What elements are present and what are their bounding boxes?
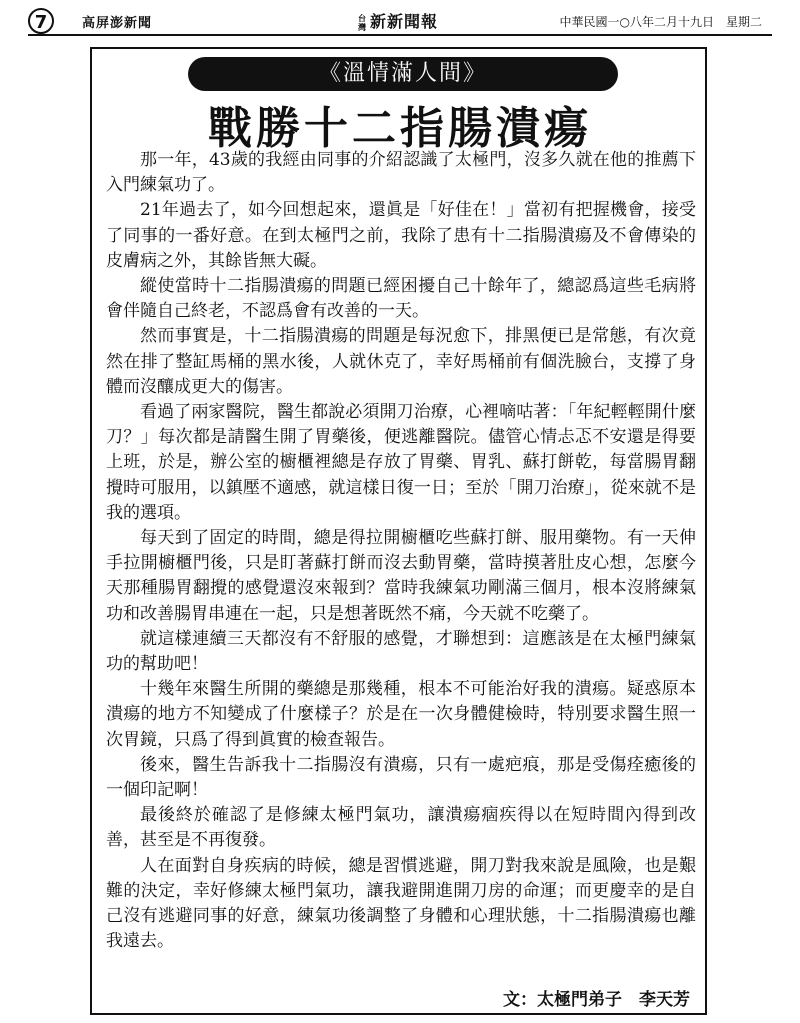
paragraph-3: 縱使當時十二指腸潰瘍的問題已經困擾自己十餘年了，總認爲這些毛病將會伴隨自己終老，不認爲會有改善的一天。 (106, 276, 696, 322)
page-number: 7 (28, 8, 54, 34)
paragraph-4: 然而事實是，十二指腸潰瘍的問題是每況愈下，排黑便已是常態，有次竟然在排了整缸馬桶的黑水後，人就休克了，幸好馬桶前有個洗臉台，支撐了身體而沒釀成更大的傷害。 (106, 326, 696, 397)
issue-date: 中華民國一○八年二月十九日 星期二 (559, 15, 762, 29)
paragraph-2: 21年過去了，如今回想起來，還眞是「好佳在！」當初有把握機會，接受了同事的一番好意。在到太極門之前，我除了患有十二指腸潰瘍及不會傳染的皮膚病之外，其餘皆無大礙。 (106, 200, 696, 271)
author-byline: 文：太極門弟子 李天芳 (503, 990, 690, 1010)
paragraph-9: 後來，醫生告訴我十二指腸沒有潰瘍，只有一處疤痕，那是受傷痊癒後的一個印記啊！ (106, 754, 696, 801)
column-banner: 《溫情滿人間》 (188, 57, 618, 91)
paragraph-11: 人在面對自身疾病的時候，總是習慣逃避，開刀對我來說是風險，也是艱難的決定，幸好修練太極門氣功，讓我避開進開刀房的命運；而更慶幸的是自己沒有逃避同事的好意，練氣功後調整了身體和心理狀態，十二指腸潰瘍也離我遠去。 (106, 855, 696, 952)
paragraph-6: 每天到了固定的時間，總是得拉開櫥櫃吃些蘇打餅、服用藥物。有一天伸手拉開櫥櫃門後，只是盯著蘇打餅而沒去動胃藥，當時摸著肚皮心想，怎麼今天那種腸胃翻攪的感覺還沒來報到？當時我練氣功剛滿三個月，根本沒將練氣功和改善腸胃串連在一起，只是想著既然不痛，今天就不吃藥了。 (106, 528, 696, 624)
paragraph-1: 那一年，43歲的我經由同事的介紹認識了太極門，沒多久就在他的推薦下入門練氣功了。 (106, 150, 696, 196)
page-header (28, 8, 772, 36)
paragraph-5: 看過了兩家醫院，醫生都說必須開刀治療，心裡嘀咕著：「年紀輕輕開什麼刀？」每次都是請醫生開了胃藥後，便逃離醫院。儘管心情忐忑不安還是得要上班，於是，辦公室的櫥櫃裡總是存放了胃藥、胃乳、蘇打餅乾，每當腸胃翻攪時可服用，以鎮壓不適感，就這樣日復一日；至於「開刀治療」，從來就不是我的選項。 (106, 402, 696, 523)
paragraph-8: 十幾年來醫生所開的藥總是那幾種，根本不可能治好我的潰瘍。疑惑原本潰瘍的地方不知變成了什麼樣子？於是在一次身體健檢時，特別要求醫生照一次胃鏡，只爲了得到眞實的檢查報告。 (106, 679, 696, 750)
article-title: 戰勝十二指腸潰瘍 (208, 103, 592, 154)
paragraph-10: 最後終於確認了是修練太極門氣功，讓潰瘍痼疾得以在短時間內得到改善，甚至是不再復發。 (106, 805, 696, 851)
article-body (106, 148, 696, 955)
masthead-prefix: 台灣 (358, 12, 367, 32)
masthead-title: 新新聞報 (370, 12, 439, 31)
section-name: 高屏澎新聞 (82, 16, 153, 31)
paragraph-7: 就這樣連續三天都沒有不舒服的感覺，才聯想到：這應該是在太極門練氣功的幫助吧！ (106, 628, 696, 675)
newspaper-masthead (358, 9, 438, 32)
